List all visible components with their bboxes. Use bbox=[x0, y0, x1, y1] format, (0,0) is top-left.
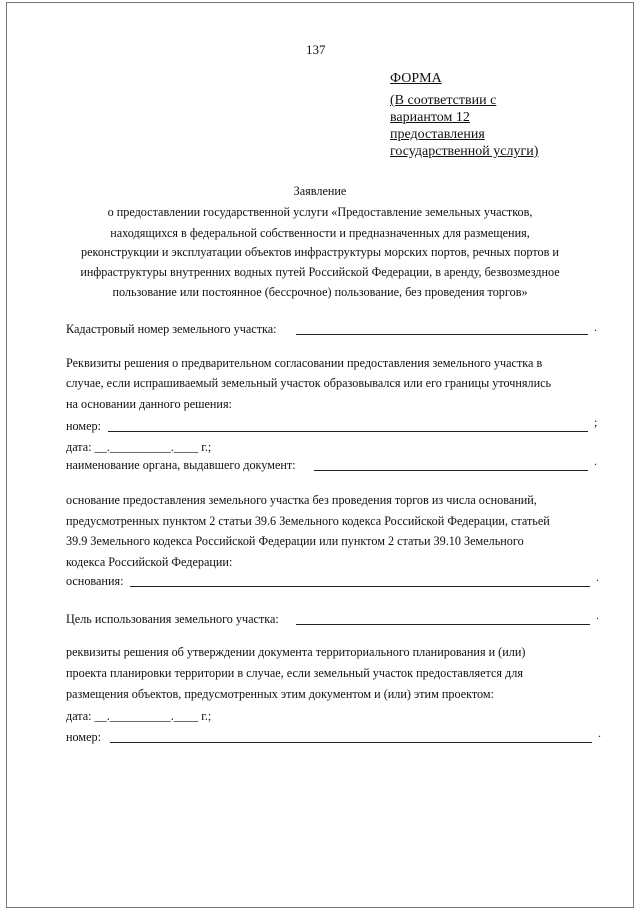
prelim-number-input-line[interactable] bbox=[108, 431, 588, 432]
form-note-line: предоставления bbox=[390, 127, 485, 142]
cadastral-input-line[interactable] bbox=[296, 334, 588, 335]
issuing-organ-end: . bbox=[594, 454, 597, 468]
heading-line: пользование или постоянное (бессрочное) пользование, без проведения торгов» bbox=[112, 285, 528, 299]
cadastral-label: Кадастровый номер земельного участка: bbox=[66, 322, 277, 336]
purpose-label: Цель использования земельного участка: bbox=[66, 612, 279, 626]
prelim-text-line: на основании данного решения: bbox=[66, 397, 232, 411]
cadastral-end: . bbox=[594, 320, 597, 334]
grounds-text-line: предусмотренных пунктом 2 статьи 39.6 Земельного кодекса Российской Федерации, статьей bbox=[66, 514, 550, 528]
form-title: ФОРМА bbox=[390, 71, 442, 86]
form-note-line: государственной услуги) bbox=[390, 144, 539, 159]
prelim-text-line: Реквизиты решения о предварительном согласовании предоставления земельного участка в bbox=[66, 356, 543, 370]
issuing-organ-input-line[interactable] bbox=[314, 470, 588, 471]
prelim-date-field[interactable]: дата: __.__________.____ г.; bbox=[66, 440, 212, 454]
territorial-text-line: размещения объектов, предусмотренных этим документом и (или) этим проектом: bbox=[66, 687, 494, 701]
heading-line: о предоставлении государственной услуги «Предоставление земельных участков, bbox=[107, 205, 533, 219]
territorial-number-label: номер: bbox=[66, 730, 101, 744]
territorial-text-line: проекта планировки территории в случае, если земельный участок предоставляется для bbox=[66, 666, 523, 680]
issuing-organ-label: наименование органа, выдавшего документ: bbox=[66, 458, 296, 472]
territorial-number-end: . bbox=[598, 726, 601, 740]
territorial-date-field[interactable]: дата: __.__________.____ г.; bbox=[66, 709, 212, 723]
prelim-number-end: ; bbox=[594, 415, 598, 429]
grounds-text-line: 39.9 Земельного кодекса Российской Федерации или пунктом 2 статьи 39.10 Земельного bbox=[66, 534, 524, 548]
heading-line: инфраструктуры внутренних водных путей Российской Федерации, в аренду, безвозмездное bbox=[80, 265, 560, 279]
statement-title: Заявление bbox=[293, 184, 347, 198]
heading-line: находящихся в федеральной собственности и предназначенных для размещения, bbox=[110, 226, 530, 240]
grounds-label: основания: bbox=[66, 574, 124, 588]
prelim-number-label: номер: bbox=[66, 419, 101, 433]
grounds-end: . bbox=[596, 570, 599, 584]
document-page bbox=[6, 2, 634, 908]
grounds-text-line: кодекса Российской Федерации: bbox=[66, 555, 233, 569]
form-note-line: (В соответствии с bbox=[390, 93, 497, 108]
form-note-line: вариантом 12 bbox=[390, 110, 470, 125]
territorial-text-line: реквизиты решения об утверждении документа территориального планирования и (или) bbox=[66, 645, 526, 659]
heading-line: реконструкции и эксплуатации объектов инфраструктуры морских портов, речных портов и bbox=[81, 245, 559, 259]
purpose-input-line[interactable] bbox=[296, 624, 590, 625]
purpose-end: . bbox=[596, 608, 599, 622]
territorial-number-input-line[interactable] bbox=[110, 742, 592, 743]
prelim-text-line: случае, если испрашиваемый земельный участок образовывался или его границы уточнялись bbox=[66, 376, 552, 390]
grounds-text-line: основание предоставления земельного участка без проведения торгов из числа оснований, bbox=[66, 493, 537, 507]
page-number: 137 bbox=[306, 42, 326, 57]
grounds-input-line[interactable] bbox=[130, 586, 590, 587]
